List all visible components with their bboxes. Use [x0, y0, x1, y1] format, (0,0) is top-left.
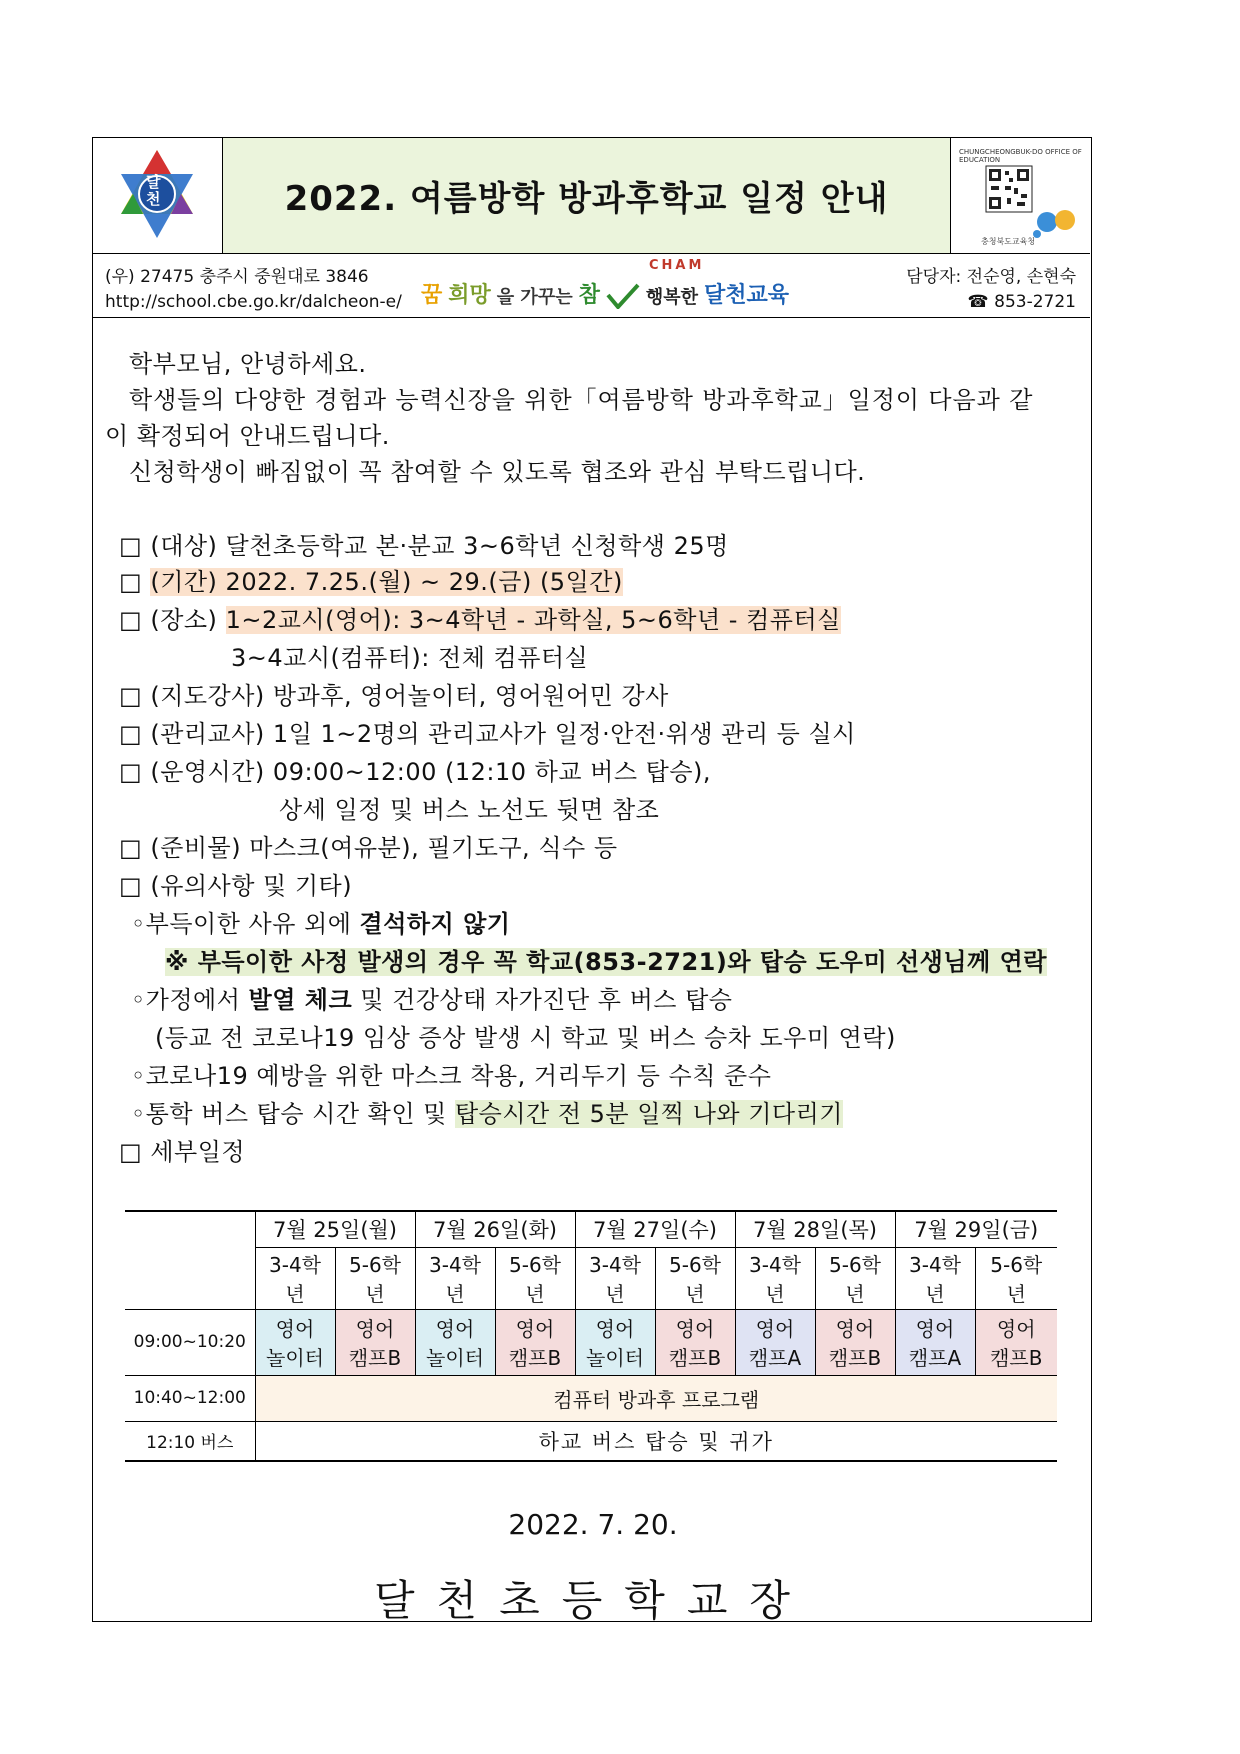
- bullet: □: [119, 568, 143, 596]
- table-row: [125, 1211, 1057, 1247]
- time-slot-1: 09:00~10:20: [125, 1309, 255, 1375]
- note-3: [131, 1056, 771, 1091]
- schedule-cell: 영어 놀이터: [575, 1309, 655, 1375]
- computer-program-cell: 컴퓨터 방과후 프로그램: [255, 1375, 1057, 1421]
- info-bar: [93, 254, 1090, 318]
- circle-bullet: ◦: [131, 910, 146, 938]
- bullet: □: [119, 532, 143, 560]
- slogan-happy: 행복한: [645, 287, 699, 308]
- education-office-mark: [951, 138, 1090, 253]
- day-header-4: 7월 28일(목): [735, 1211, 895, 1247]
- circle-bullet: ◦: [131, 1062, 146, 1090]
- note-4: [131, 1094, 843, 1129]
- schedule-cell: 영어 놀이터: [415, 1309, 495, 1375]
- note-4-pre: 통학 버스 탑승 시간 확인 및: [145, 1100, 455, 1128]
- office-english: CHUNGCHEONGBUK-DO OFFICE OF EDUCATION: [959, 148, 1082, 164]
- page-title: 2022. 여름방학 방과후학교 일정 안내: [284, 179, 889, 219]
- note-4-highlight: 탑승시간 전 5분 일찍 나와 기다리기: [454, 1100, 843, 1128]
- day-header-1: 7월 25일(월): [255, 1211, 415, 1247]
- slogan-dalcheon: 달천교육: [704, 283, 790, 308]
- note-2-pre: 가정에서: [145, 986, 249, 1014]
- schedule-cell: 영어 놀이터: [255, 1309, 335, 1375]
- slogan: [421, 258, 790, 309]
- bullet: □: [119, 834, 143, 862]
- phone-icon: ☎: [967, 292, 989, 312]
- schedule-cell: 영어 캠프A: [735, 1309, 815, 1375]
- title-area: [223, 138, 951, 253]
- logo-char-2: 천: [146, 190, 161, 208]
- bullet: □: [119, 606, 143, 634]
- grade-header: 5-6학 년: [815, 1247, 895, 1309]
- slogan-cham: 참: [578, 283, 600, 308]
- issue-date: 2022. 7. 20.: [508, 1508, 678, 1541]
- principal-signature: 달천초등학교장: [373, 1576, 812, 1625]
- grade-header: 3-4학 년: [415, 1247, 495, 1309]
- hours-line-2: 상세 일정 및 버스 노선도 뒷면 참조: [279, 796, 660, 824]
- grade-header: 3-4학 년: [255, 1247, 335, 1309]
- table-row: [125, 1375, 1057, 1421]
- schedule-title: 세부일정: [150, 1138, 246, 1166]
- address: (우) 27475 충주시 중원대로 3846: [105, 267, 369, 287]
- hours-item: [119, 752, 711, 787]
- target-text: (대상) 달천초등학교 본·분교 3~6학년 신청학생 25명: [150, 532, 729, 560]
- bullet: □: [119, 682, 143, 710]
- schedule-cell: 영어 캠프B: [815, 1309, 895, 1375]
- circle-bullet: ◦: [131, 1100, 146, 1128]
- grade-header: 3-4학 년: [735, 1247, 815, 1309]
- grade-header: 5-6학 년: [655, 1247, 735, 1309]
- slogan-dream: 꿈: [421, 283, 443, 308]
- instructor-text: (지도강사) 방과후, 영어놀이터, 영어원어민 강사: [150, 682, 669, 710]
- intro-line-1: 학생들의 다양한 경험과 능력신장을 위한「여름방학 방과후학교」일정이 다음과 같: [129, 386, 1034, 414]
- time-slot-3: 12:10 버스: [125, 1421, 255, 1461]
- notes-item: [119, 866, 352, 901]
- schedule-cell: 영어 캠프B: [335, 1309, 415, 1375]
- note-1: [131, 904, 510, 939]
- grade-header: 3-4학 년: [895, 1247, 975, 1309]
- check-icon: [606, 283, 640, 309]
- supplies-item: [119, 828, 618, 863]
- grade-header: 5-6학 년: [495, 1247, 575, 1309]
- office-korean: 충청북도교육청: [981, 237, 1036, 246]
- target-item: [119, 526, 729, 561]
- bullet: □: [119, 758, 143, 786]
- bullet: □: [119, 872, 143, 900]
- table-row: [125, 1309, 1057, 1375]
- note-1-sub-text: ※ 부득이한 사정 발생의 경우 꼭 학교(853-2721)와 탑승 도우미 선생님께 연락: [165, 948, 1047, 976]
- school-logo: [93, 138, 223, 253]
- schedule-cell: 영어 캠프B: [495, 1309, 575, 1375]
- greeting: 학부모님, 안녕하세요.: [129, 350, 367, 378]
- contact-person: 담당자: 전순영, 손현숙: [906, 267, 1076, 287]
- grade-header: 5-6학 년: [335, 1247, 415, 1309]
- place-item: [119, 600, 841, 635]
- grade-header: 3-4학 년: [575, 1247, 655, 1309]
- schedule-cell: 영어 캠프A: [895, 1309, 975, 1375]
- slogan-cham-english: CHAM: [649, 258, 705, 273]
- intro-line-3: 신청학생이 빠짐없이 꼭 참여할 수 있도록 협조와 관심 부탁드립니다.: [129, 458, 866, 486]
- period-text: (기간) 2022. 7.25.(월) ~ 29.(금) (5일간): [150, 568, 623, 596]
- note-3-text: 코로나19 예방을 위한 마스크 착용, 거리두기 등 수칙 준수: [145, 1062, 772, 1090]
- grade-header: 5-6학 년: [975, 1247, 1057, 1309]
- supplies-text: (준비물) 마스크(여유분), 필기도구, 식수 등: [150, 834, 618, 862]
- slogan-growing: 을 가꾸는: [496, 287, 573, 308]
- place-line-2: 3~4교시(컴퓨터): 전체 컴퓨터실: [231, 644, 589, 672]
- bus-home-cell: 하교 버스 탑승 및 귀가: [255, 1421, 1057, 1461]
- hours-text: (운영시간) 09:00~12:00 (12:10 하교 버스 탑승),: [150, 758, 711, 786]
- note-1-bold: 결석하지 않기: [359, 910, 511, 938]
- note-1-text: 부득이한 사유 외에: [145, 910, 360, 938]
- schedule-table: [125, 1210, 1057, 1462]
- manager-text: (관리교사) 1일 1~2명의 관리교사가 일정·안전·위생 관리 등 실시: [150, 720, 856, 748]
- header: [93, 138, 1090, 254]
- schedule-heading: [119, 1132, 245, 1167]
- instructor-item: [119, 676, 669, 711]
- notice-document: [92, 137, 1092, 1625]
- place-line-1: 1~2교시(영어): 3~4학년 - 과학실, 5~6학년 - 컴퓨터실: [225, 606, 841, 634]
- phone-number: [968, 292, 1076, 312]
- school-url[interactable]: http://school.cbe.go.kr/dalcheon-e/: [105, 292, 402, 312]
- slogan-hope: 희망: [448, 283, 491, 308]
- note-1-sub: [165, 942, 1047, 977]
- time-slot-2: 10:40~12:00: [125, 1375, 255, 1421]
- day-header-3: 7월 27일(수): [575, 1211, 735, 1247]
- table-row: [125, 1247, 1057, 1309]
- note-2-bold: 발열 체크: [248, 986, 353, 1014]
- schedule-cell: 영어 캠프B: [655, 1309, 735, 1375]
- note-2-post: 및 건강상태 자가진단 후 버스 탑승: [352, 986, 733, 1014]
- table-row: [125, 1421, 1057, 1461]
- notes-title: (유의사항 및 기타): [150, 872, 353, 900]
- bullet: □: [119, 720, 143, 748]
- table-corner: [125, 1211, 255, 1309]
- phone-value: 853-2721: [994, 292, 1076, 312]
- bullet: □: [119, 1138, 143, 1166]
- period-item: [119, 562, 623, 597]
- day-header-5: 7월 29일(금): [895, 1211, 1057, 1247]
- day-header-2: 7월 26일(화): [415, 1211, 575, 1247]
- place-label: (장소): [150, 606, 218, 634]
- intro-line-2: 이 확정되어 안내드립니다.: [105, 422, 390, 450]
- note-2-sub: (등교 전 코로나19 임상 증상 발생 시 학교 및 버스 승차 도우미 연락): [155, 1024, 896, 1052]
- note-2: [131, 980, 732, 1015]
- schedule-cell: 영어 캠프B: [975, 1309, 1057, 1375]
- manager-item: [119, 714, 856, 749]
- circle-bullet: ◦: [131, 986, 146, 1014]
- logo-char-1: 달: [146, 173, 161, 191]
